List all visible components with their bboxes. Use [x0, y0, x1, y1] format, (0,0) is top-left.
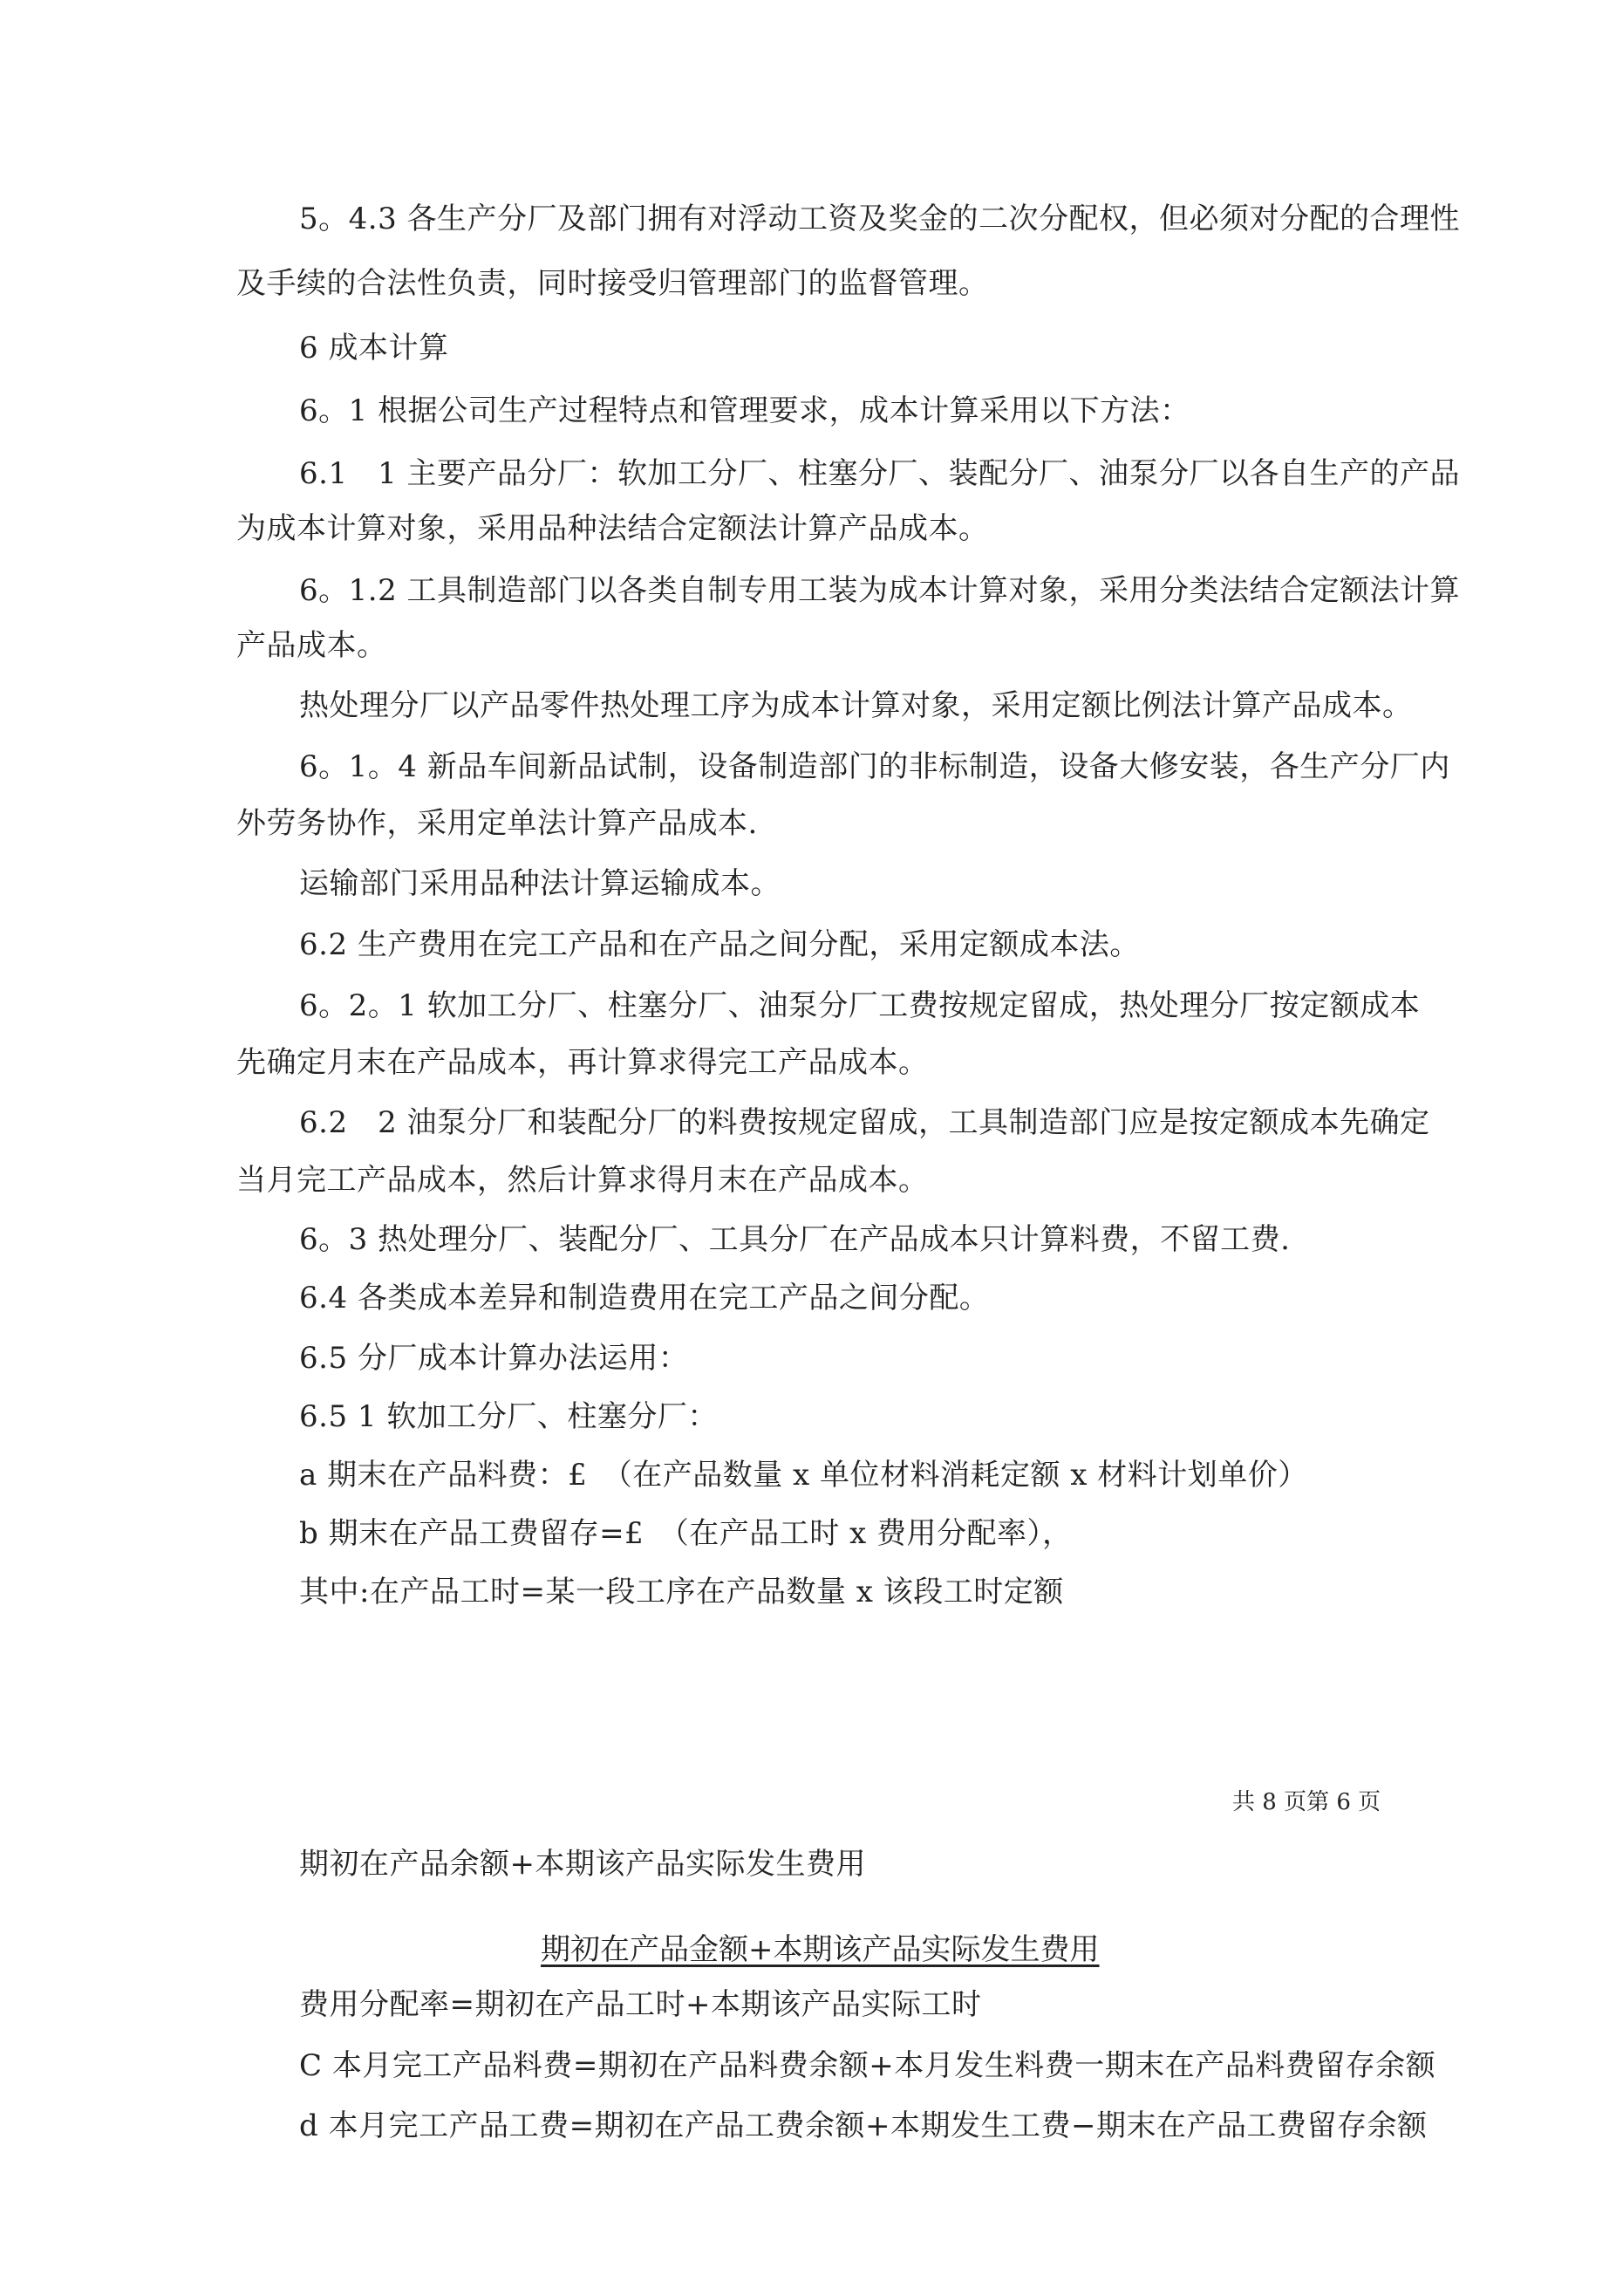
paragraph-line: 当月完工产品成本，然后计算求得月末在产品成本。 [236, 1163, 929, 1198]
paragraph-line: 6。1 根据公司生产过程特点和管理要求，成本计算采用以下方法： [299, 393, 1190, 428]
formula-line: 费用分配率=期初在产品工时+本期该产品实际工时 [299, 1987, 982, 2022]
formula-numerator: 期初在产品余额+本期该产品实际发生费用 [299, 1847, 866, 1882]
paragraph-line: 外劳务协作，采用定单法计算产品成本. [236, 806, 758, 841]
section-heading: 6 成本计算 [299, 331, 449, 366]
paragraph-line: 其中:在产品工时=某一段工序在产品数量 x 该段工时定额 [299, 1575, 1064, 1609]
paragraph-line: a 期末在产品料费：£ （在产品数量 x 单位材料消耗定额 x 材料计划单价） [299, 1458, 1308, 1493]
formula-denominator: 期初在产品金额+本期该产品实际发生费用 [541, 1932, 1100, 1967]
paragraph-line: 6.5 分厂成本计算办法运用： [299, 1341, 689, 1376]
paragraph-line: 6。2。1 软加工分厂、柱塞分厂、油泵分厂工费按规定留成，热处理分厂按定额成本 [299, 988, 1421, 1023]
paragraph-line: 及手续的合法性负责，同时接受归管理部门的监督管理。 [236, 266, 989, 301]
paragraph-line: 5。4.3 各生产分厂及部门拥有对浮动工资及奖金的二次分配权，但必须对分配的合理性 [299, 202, 1461, 236]
paragraph-line: 6.2 生产费用在完工产品和在产品之间分配，采用定额成本法。 [299, 927, 1140, 962]
formula-line: d 本月完工产品工费=期初在产品工费余额+本期发生工费−期末在产品工费留存余额 [299, 2108, 1428, 2143]
paragraph-line: 6.2 2 油泵分厂和装配分厂的料费按规定留成，工具制造部门应是按定额成本先确定 [299, 1105, 1430, 1140]
paragraph-line: 热处理分厂以产品零件热处理工序为成本计算对象，采用定额比例法计算产品成本。 [299, 688, 1413, 723]
paragraph-line: 6.1 1 主要产品分厂：软加工分厂、柱塞分厂、装配分厂、油泵分厂以各自生产的产品 [299, 456, 1461, 491]
paragraph-line: 为成本计算对象，采用品种法结合定额法计算产品成本。 [236, 511, 989, 546]
page-footer: 共 8 页第 6 页 [1232, 1789, 1381, 1815]
formula-line: C 本月完工产品料费=期初在产品料费余额+本月发生料费一期末在产品料费留存余额 [299, 2048, 1436, 2083]
paragraph-line: b 期末在产品工费留存=£ （在产品工时 x 费用分配率）， [299, 1516, 1073, 1551]
paragraph-line: 6.5 1 软加工分厂、柱塞分厂： [299, 1399, 718, 1434]
paragraph-line: 先确定月末在产品成本，再计算求得完工产品成本。 [236, 1045, 929, 1080]
paragraph-line: 运输部门采用品种法计算运输成本。 [299, 866, 781, 901]
paragraph-line: 6.4 各类成本差异和制造费用在完工产品之间分配。 [299, 1281, 990, 1315]
paragraph-line: 6。3 热处理分厂、装配分厂、工具分厂在产品成本只计算料费，不留工费. [299, 1222, 1291, 1257]
paragraph-line: 6。1。4 新品车间新品试制，设备制造部门的非标制造，设备大修安装，各生产分厂内 [299, 749, 1450, 784]
paragraph-line: 产品成本。 [236, 628, 387, 663]
paragraph-line: 6。1.2 工具制造部门以各类自制专用工装为成本计算对象，采用分类法结合定额法计算 [299, 573, 1461, 608]
